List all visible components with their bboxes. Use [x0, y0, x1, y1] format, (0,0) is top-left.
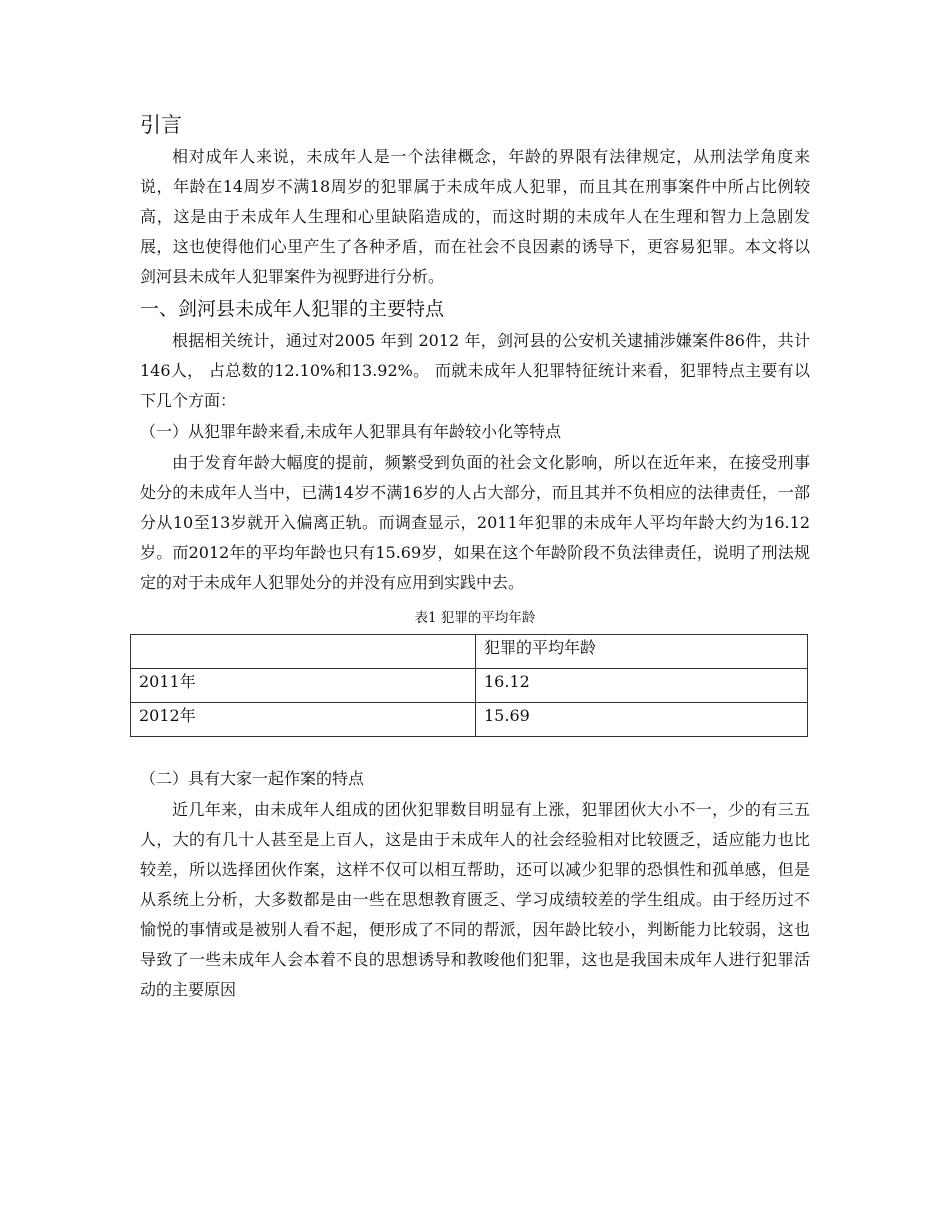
table-cell: 2012年: [131, 703, 476, 737]
table-header-cell: [131, 635, 476, 669]
table-row: [131, 669, 808, 703]
spacer: [140, 737, 810, 763]
table-cell: 15.69: [476, 703, 808, 737]
table-header-cell: 犯罪的平均年龄: [476, 635, 808, 669]
document-page: [140, 108, 810, 1005]
section1-heading: 一、剑河县未成年人犯罪的主要特点: [140, 298, 445, 320]
table-row: [131, 703, 808, 737]
sub1-paragraph: 由于发育年龄大幅度的提前，频繁受到负面的社会文化影响，所以在近年来，在接受刑事处分的未成年人当中，已满14岁不满16岁的人占大部分，而且其并不负相应的法律责任，一部分从10至13岁就开入偏离正轨。而调查显示，2011年犯罪的未成年人平均年龄大约为16.12岁。而2012年的平均年龄也只有15.69岁，如果在这个年龄阶段不负法律责任，说明了刑法规定的对于未成年人犯罪处分的并没有应用到实践中去。: [140, 453, 810, 592]
table-cell: 16.12: [476, 669, 808, 703]
sub1-heading: （一）从犯罪年龄来看,未成年人犯罪具有年龄较小化等特点: [140, 422, 562, 441]
sub2-heading: （二）具有大家一起作案的特点: [140, 769, 365, 788]
intro-heading: 引言: [140, 113, 182, 137]
table-header-row: [131, 635, 808, 669]
sub2-paragraph: 近几年来，由未成年人组成的团伙犯罪数目明显有上涨，犯罪团伙大小不一，少的有三五人，大的有几十人甚至是上百人，这是由于未成年人的社会经验相对比较匮乏，适应能力也比较差，所以选择团伙作案，这样不仅可以相互帮助，还可以减少犯罪的恐惧性和孤单感，但是从系统上分析，大多数都是由一些在思想教育匮乏、学习成绩较差的学生组成。由于经历过不愉悦的事情或是被别人看不起，便形成了不同的帮派，因年龄比较小，判断能力比较弱，这也导致了一些未成年人会本着不良的思想诱导和教唆他们犯罪，这也是我国未成年人进行犯罪活动的主要原因: [140, 800, 810, 999]
age-table: [130, 634, 808, 737]
intro-paragraph: 相对成年人来说，未成年人是一个法律概念，年龄的界限有法律规定，从刑法学角度来说，年龄在14周岁不满18周岁的犯罪属于未成年成人犯罪，而且其在刑事案件中所占比例较高，这是由于未成年人生理和心里缺陷造成的，而这时期的未成年人在生理和智力上急剧发展，这也使得他们心里产生了各种矛盾，而在社会不良因素的诱导下，更容易犯罪。本文将以剑河县未成年人犯罪案件为视野进行分析。: [140, 147, 810, 286]
table-caption: 表1 犯罪的平均年龄: [414, 610, 536, 626]
section1-paragraph: 根据相关统计，通过对2005 年到 2012 年，剑河县的公安机关逮捕涉嫌案件86件，共计146人， 占总数的12.10%和13.92%。 而就未成年人犯罪特征统计来看，犯罪特点主要有以下几个方面：: [140, 331, 810, 410]
table-cell: 2011年: [131, 669, 476, 703]
